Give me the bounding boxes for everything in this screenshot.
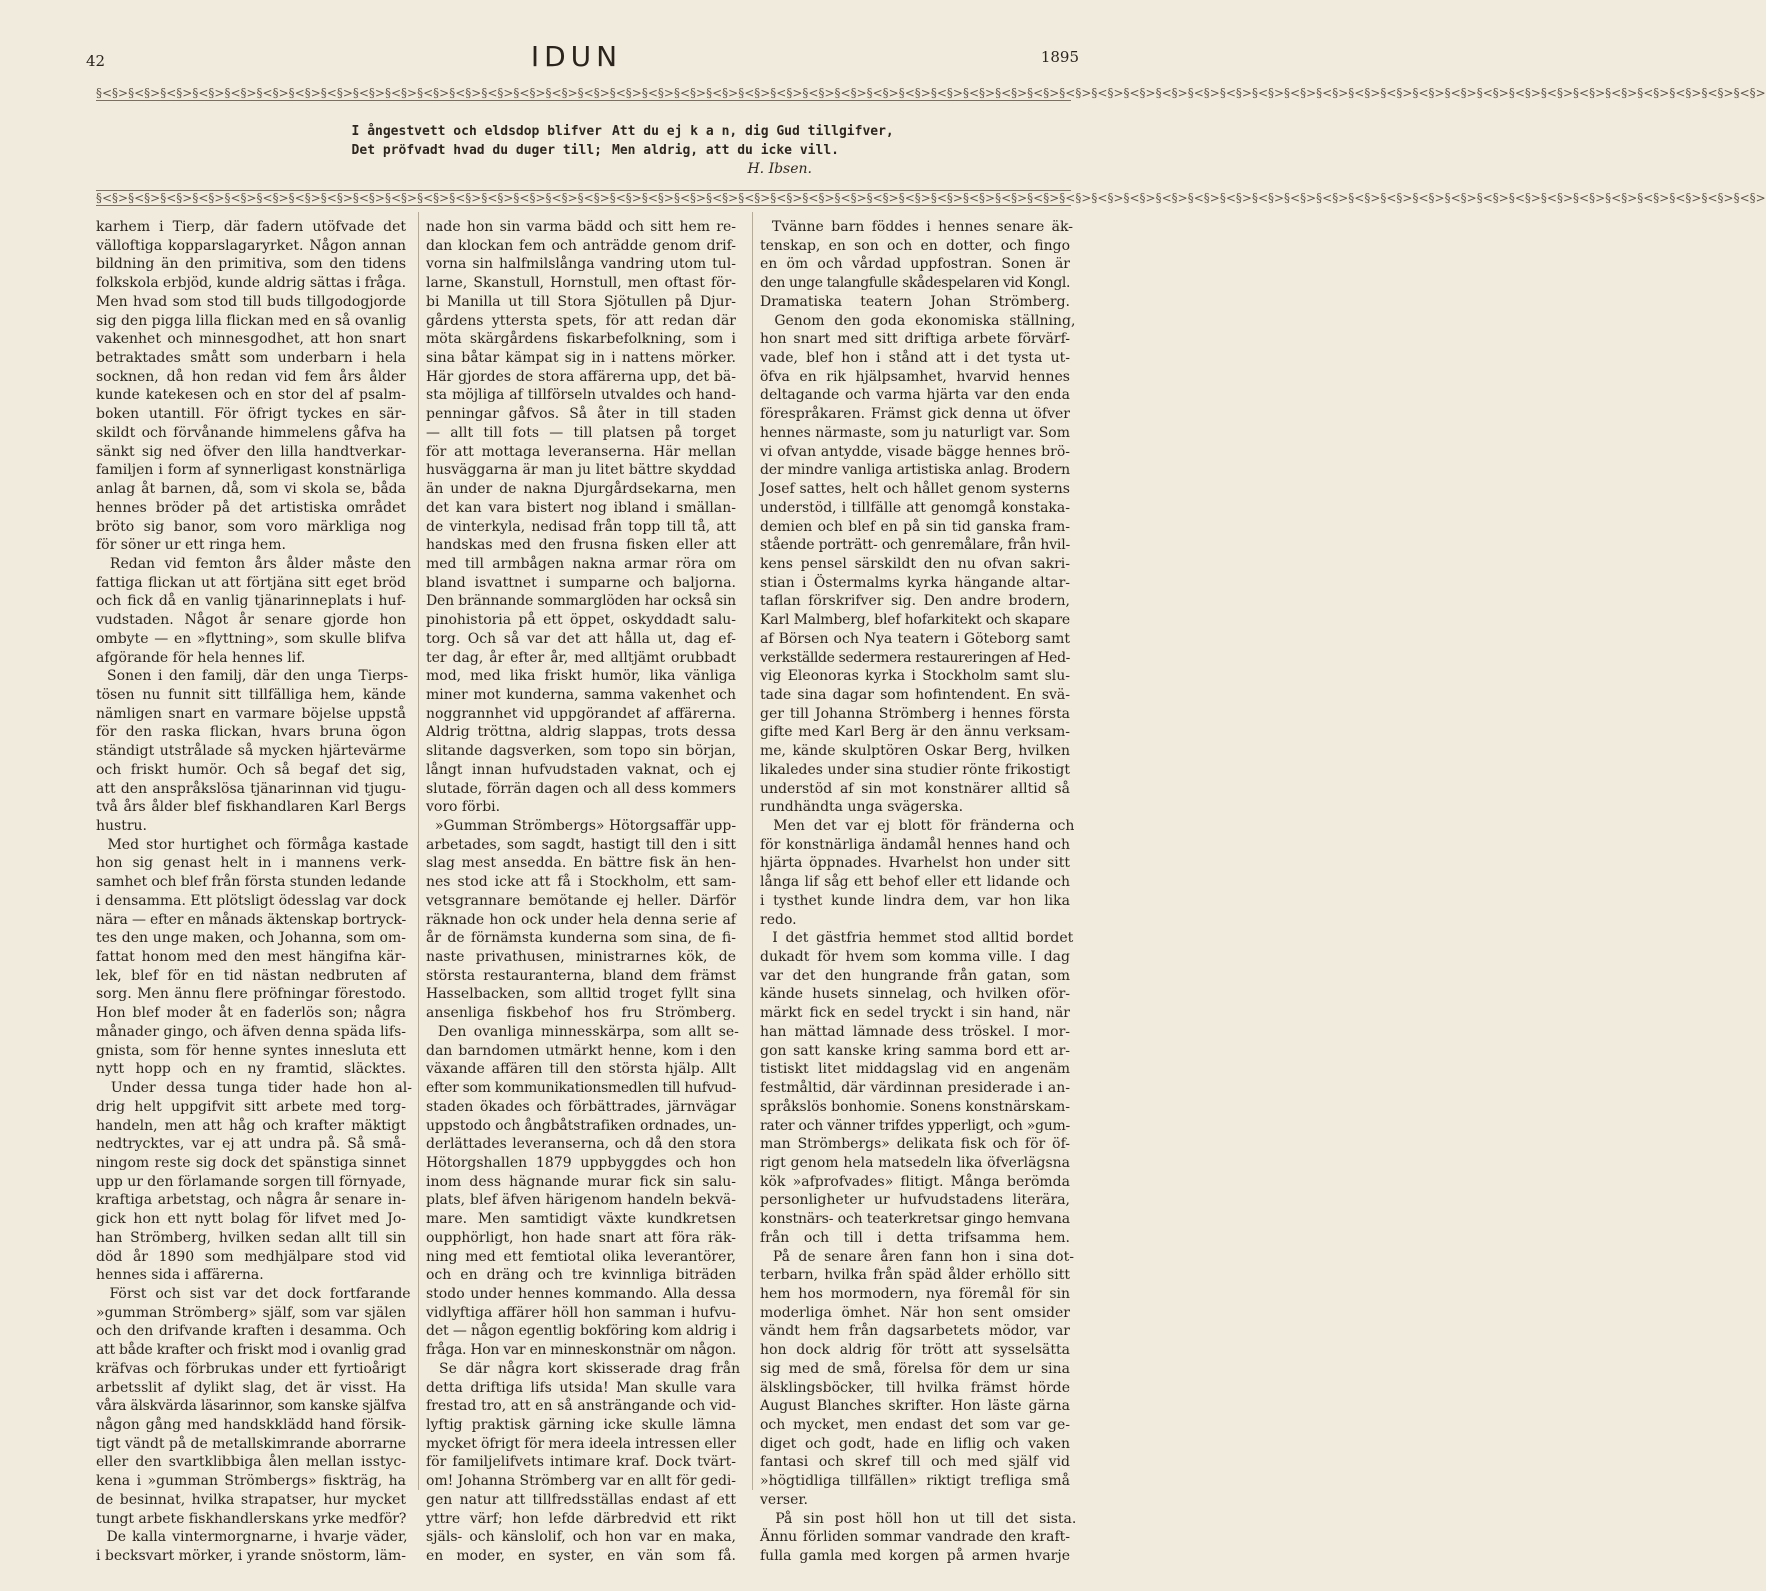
text-line: me, kände skulptören Oskar Berg, hvilken [760,743,1070,760]
text-line: död år 1890 som medhjälpare stod vid [96,1248,406,1265]
text-line: kena i »gumman Strömbergs» fiskträg, ha [96,1473,406,1490]
text-line: kök »afprofvades» flitigt. Många berömda [760,1173,1070,1190]
text-line: Dramatiska teatern Johan Strömberg. [760,293,1070,310]
text-line: Karl Malmberg, blef hofarkitekt och skapare [760,612,1070,629]
text-line: med till armbågen nakna armar röra om [426,555,736,572]
text-line: »gumman Strömberg» själf, som var själen [96,1304,406,1321]
text-line: möta skärgårdens fiskarbefolkning, som i [426,331,736,348]
text-line: gnista, som för henne syntes innesluta ett [96,1042,406,1059]
text-line: slutade, förrän dagen och all dess kommers [426,780,736,797]
text-line: konstnärs- och teaterkretsar gingo hemvana [760,1211,1070,1228]
text-line: tade sina dagar som hofintendent. En svä- [760,686,1070,703]
text-line: moderliga ömhet. När hon sent omsider [760,1304,1070,1321]
text-line: lyftig praktisk gärning icke skulle lämna [426,1417,736,1433]
text-line: diget och godt, hade en liflig och vaken [760,1435,1070,1452]
text-line: voro förbi. [426,799,501,816]
text-line: oupphörligt, hon hade snart att föra räk- [426,1229,736,1246]
text-line: Ännu förliden sommar vandrade den kraft- [760,1529,1070,1546]
text-line: välloftiga kopparslagaryrket. Någon annan [96,237,406,254]
text-line: det kan vara bistert nog ibland i smällan- [426,499,736,516]
epigraph-author: H. Ibsen. [747,161,812,177]
text-line: i becksvart mörker, i yrande snöstorm, läm- [96,1548,406,1565]
text-line: någon gång med handskklädd hand försik- [96,1417,406,1433]
text-line: två års ålder blef fiskhandlaren Karl Bergs [96,799,406,816]
text-line: arbetades, som sagdt, hastigt till den i sitt [426,836,736,853]
text-line: öfva en rik hjälpsamhet, hvarvid hennes [760,368,1070,385]
text-line: socknen, då hon redan vid fem års ålder [96,368,406,385]
text-line: tenskap, en son och en dotter, och fingo [760,237,1070,254]
text-line: och mycket, men endast det som var ge- [760,1417,1070,1433]
text-line: understöd, i tillfälle att genomgå konstaka- [760,499,1070,516]
text-line: penningar gåfvos. Så åter in till staden [426,406,736,423]
text-line: långa lif såg ett behof eller ett lidande och [760,874,1070,891]
text-line: Tvänne barn föddes i hennes senare äk- [760,219,1073,235]
text-line: hem hos mormodern, nya föremål för sin [760,1285,1070,1302]
text-line: Först och sist var det dock fortfarande [96,1285,411,1302]
text-line: detta driftiga lifs utsida! Man skulle vara [426,1379,736,1396]
text-line: gon satt kanske kring samma bord ett ar- [760,1042,1070,1059]
text-line: från och till i detta trifsamma hem. [760,1229,1070,1246]
text-line: våra älskvärda läsarinnor, som kanske själfva [96,1398,406,1415]
text-line: gårdens yttersta spets, för att redan där [426,312,736,329]
text-line: han Strömberg, hvilken sedan allt till sin [96,1229,406,1246]
text-line: fantasi och skref till och med själf vid [760,1454,1070,1471]
text-line: tösen nu funnit sitt tillfälliga hem, kände [96,686,406,703]
text-line: en moder, en syster, en vän som få. [426,1548,736,1565]
text-line: vi ofvan antydde, visade bägge hennes brö- [760,443,1070,460]
text-line: gen natur att tillfredsställas endast af ett [426,1491,736,1508]
text-line: ombyte — en »flyttning», som skulle blifva [96,630,406,647]
text-line: märkt fick en sedel tryckt i sin hand, när [760,1005,1070,1022]
text-line: deltagande och varma hjärta var den enda [760,387,1070,404]
text-line: eller den svartklibbiga ålen mellan isstyc- [96,1454,406,1471]
article-column-1 [96,218,412,1566]
text-line: ter dag, år efter år, med alltjämt orubbadt [426,649,736,666]
text-line: att både krafter och friskt mod i ovanlig grad [96,1342,406,1359]
text-line: vidlyftiga affärer höll hon samman i hufvu- [426,1304,736,1321]
text-line: själs- och känslolif, och hon var en maka, [426,1529,736,1546]
text-line: nedtrycktes, var ej att undra på. Så små- [96,1136,406,1153]
text-line: handeln, men att håg och krafter mäktigt [96,1117,406,1134]
text-line: boken utantill. För öfrigt tyckes en sär- [96,406,406,423]
text-line: hon sig genast helt in i mannens verk- [96,855,406,872]
text-line: Redan vid femton års ålder måste den [96,555,412,572]
text-line: festmåltid, där värdinnan presiderade i an- [760,1080,1070,1097]
text-line: Se där några kort skisserade drag från [426,1360,741,1377]
text-line: det — någon egentlig bokföring kom aldrig i [426,1323,736,1340]
text-line: familjen i form af synnerligast konstnärliga [96,462,406,479]
article-column-2 [426,218,741,1566]
issue-year: 1895 [1040,48,1079,66]
text-line: rundhändta unga svägerska. [760,799,964,816]
text-line: stående porträtt- och genremålare, från hvil- [760,537,1071,554]
text-line: »Gumman Strömbergs» Hötorgsaffär upp- [426,818,737,834]
text-line: bröto sig banor, som voro märkliga nog [96,518,406,535]
text-line: var det den hungrande från gatan, som [760,967,1070,984]
text-line: larne, Skanstull, Hornstull, men oftast för- [426,275,736,292]
text-line: Hötorgshallen 1879 uppbyggdes och hon [426,1154,736,1171]
text-line: dukadt för hvem som komma ville. I dag [760,949,1070,966]
epigraph-line: Att du ej k a n, dig Gud tillgifver, [612,124,894,139]
text-line: kens pensel särskildt den nu ofvan sakri- [760,555,1070,572]
text-line: samhet och blef från första stunden ledande [96,874,406,891]
text-line: de vinterkyla, nedisad från topp till tå, att [426,518,736,535]
column-rule [752,212,753,1490]
text-line: sig den pigga lilla flickan med en så ovanlig [96,312,407,329]
text-line: gifte med Karl Berg är den ännu verksam- [760,724,1070,741]
text-line: Men det var ej blott för fränderna och [760,818,1075,834]
text-line: ning med ett femtiotal olika leverantörer, [426,1248,736,1265]
text-line: hennes bröder på det artistiska området [96,499,406,516]
text-line: Den brännande sommarglöden har också sin [426,593,736,610]
text-line: nära — efter en månads äktenskap bortryck- [96,911,406,928]
text-line: rigt genom hela matsedeln lika öfverlägsna [760,1154,1070,1171]
text-line: hennes sida i affärerna. [96,1267,264,1284]
text-line: slitande dagsverken, som topo sin början, [426,743,736,760]
text-line: pinohistoria på ett öppet, oskyddadt salu- [426,612,736,629]
text-line: Josef sattes, helt och hållet genom systerns [760,481,1070,498]
text-line: ningom reste sig dock det spänstiga sinnet [96,1154,406,1171]
text-line: Genom den goda ekonomiska ställning, [760,312,1076,329]
text-line: ansenliga fiskbehof hos fru Strömberg. [426,1005,736,1022]
text-line: rater och vänner trifdes ypperligt, och »gum- [760,1117,1070,1134]
text-line: tistiskt litet middagslag vid en angenäm [760,1061,1070,1078]
text-line: skildt och förvånande himmelens gåfva ha [96,424,406,441]
text-line: vetsgrannare bemötande ej heller. Därför [426,892,736,909]
text-line: miner mot kunderna, samma vakenhet och [426,686,736,703]
text-line: dan barndomen utmärkt henne, kom i den [426,1042,736,1059]
text-line: I det gästfria hemmet stod alltid bordet [760,930,1074,947]
text-line: inom dess hägnande murar fick sin salu- [426,1173,736,1190]
text-line: Den ovanliga minnesskärpa, som allt se- [426,1023,739,1040]
text-line: vorna sin halfmilslånga vandring utom tul- [426,256,736,273]
column-rule [418,212,419,1490]
text-line: än under de nakna Djurgårdsekarna, men [426,481,736,498]
page-number: 42 [86,52,106,70]
text-line: torg. Och så var det att hålla ut, dag ef- [426,630,736,647]
text-line: Hon blef moder åt en faderlös son; några [96,1005,406,1022]
text-line: fråga. Hon var en minneskonstnär om någon. [426,1342,736,1359]
text-line: upp ur den förlamande sorgen till förnyade, [96,1173,406,1190]
text-line: tes den unge maken, och Johanna, som om- [96,930,406,947]
text-line: hon snart med sitt driftiga arbete förvärf- [760,331,1070,348]
text-line: anlag åt barnen, då, som vi skola se, båda [96,481,406,498]
epigraph-line: I ångestvett och eldsdop blifver [351,124,602,139]
text-line: På de senare åren fann hon i sina dot- [760,1248,1074,1265]
text-line: nämligen snart en varmare böjelse uppstå [96,705,406,722]
text-line: älsklingsböcker, till hvilka främst hörde [760,1379,1070,1396]
text-line: kräfvas och förbrukas under ett fyrtioårigt [96,1360,406,1377]
text-line: sta möjliga af tillförseln utvaldes och hand- [426,387,736,404]
text-line: Här gjordes de stora affärerna upp, det bä- [426,368,736,385]
text-line: demien och blef en på sin tid ganska fram- [760,518,1070,535]
text-line: tigt vändt på de metallskimrande aborrarne [96,1435,406,1452]
text-line: likaledes under sina studier rönte frikostigt [760,761,1070,778]
text-line: karhem i Tierp, där fadern utöfvade det [96,219,406,235]
text-line: verkställde sedermera restaureringen af Hed- [760,649,1070,666]
text-line: frestad tro, att en så ansträngande och vid- [426,1398,736,1415]
text-line: bildning än den primitiva, som den tidens [96,256,406,273]
text-line: för den raska flickan, hvars bruna ögon [96,724,406,741]
text-line: folkskola erbjöd, kunde aldrig sättas i fråga. [96,275,406,292]
text-line: nes stod icke att få i Stockholm, ett sam- [426,874,736,891]
text-line: staden ökades och förbättrades, järnvägar [426,1098,736,1115]
text-line: hustru. [96,818,148,834]
text-line: gick hon ett nytt bolag för lifvet med Jo- [96,1211,406,1228]
text-line: fattat honom med den mest hängifna kär- [96,949,406,966]
page-header [0,36,1153,80]
text-line: en öm och vårdad uppfostran. Sonen är [760,256,1070,273]
text-line: i densamma. Ett plötsligt ödesslag var dock [96,892,406,909]
text-line: mod, med lika friskt humör, lika vänliga [426,668,736,685]
epigraph-line: Det pröfvadt hvad du duger till; [351,143,602,158]
text-line: mare. Men samtidigt växte kundkretsen [426,1211,736,1228]
text-line: att den anspråkslösa tjänarinnan vid tjugu- [96,780,406,797]
text-line: de besinnat, hvilka strapatser, hur mycket [96,1491,406,1508]
text-line: förespråkaren. Främst gick denna ut öfver [760,406,1070,423]
text-line: kraftiga arbetstag, och några år senare in- [96,1192,406,1209]
text-line: bland isvattnet i sumparne och baljorna. [426,574,736,591]
text-line: lek, blef för en tid nästan nedbruten af [96,967,406,984]
text-line: dan klockan fem och anträdde genom drif- [426,237,736,254]
text-line: På sin post höll hon ut till det sista. [760,1510,1077,1527]
text-line: vig Eleonoras kyrka i Stockholm samt slu- [760,668,1070,685]
text-line: uppstodo och ångbåtstrafiken ordnades, un- [426,1117,737,1134]
text-line: största restauranterna, bland dem främst [426,967,736,984]
text-line: verser. [760,1491,808,1508]
text-line: sänkt sig ned öfver den lilla handtverkar- [96,443,406,460]
text-line: i tysthet kunde lindra dem, var hon lika [760,892,1070,909]
masthead-title: IDUN [530,40,623,73]
text-line: terbarn, hvilka från späd ålder erhöllo sitt [760,1267,1070,1284]
article-column-3 [760,218,1077,1566]
text-line: nytt hopp och en ny framtid, släcktes. [96,1061,406,1078]
text-line: om! Johanna Strömberg var en allt för gedi- [426,1473,736,1490]
text-line: hon dock aldrig för trött att sysselsätta [760,1342,1070,1359]
text-line: mycket öfrigt för mera ideela intressen eller [426,1435,736,1452]
text-line: sig med de små, förelsa för dem ur sina [760,1360,1070,1377]
text-line: husväggarna är man ju litet bättre skyddad [426,462,736,479]
text-line: ständigt utstrålade så mycken hjärtevärme [96,743,406,760]
text-line: handskas med den frusna fisken eller att [426,537,736,554]
text-line: naste privathusen, ministrarnes kök, de [426,949,736,966]
text-line: och en dräng och tre kvinnliga biträden [426,1267,736,1284]
text-line: betraktades smått som underbarn i hela [96,350,406,367]
text-line: sina båtar kämpat sig in i nattens mörker. [426,350,736,367]
text-line: yttre värf; hon lefde därbredvid ett rikt [426,1510,736,1527]
text-line: för att mottaga leveranserna. Här mellan [426,443,736,460]
text-line: personligheter ur hufvudstadens literära, [760,1192,1070,1209]
epigraph-right [612,122,892,179]
text-line: fattiga flickan ut att förtjäna sitt eget bröd [96,574,406,591]
text-line: för familjelifvets intimare kraf. Dock tvärt- [426,1454,736,1471]
text-line: afgörande för hela hennes lif. [96,649,306,666]
text-line: arbetsslit af dylikt slag, det är visst. Ha [96,1379,406,1396]
text-line: slag mest ansedda. En bättre fisk än hen- [426,855,736,872]
text-line: vade, blef hon i stånd att i det tysta ut- [760,350,1070,367]
text-line: plats, blef äfven härigenom handeln bekvä- [426,1192,736,1209]
text-line: af Börsen och Nya teatern i Göteborg samt [760,630,1070,647]
text-line: tungt arbete fiskhandlerskans yrke medför? [96,1510,407,1527]
text-line: — allt till fots — till platsen på torget [426,424,736,441]
text-line: stian i Östermalms kyrka hängande altar- [760,574,1070,591]
text-line: Hasselbacken, som alltid troget fyllt sina [426,986,736,1003]
text-line: der mindre vanliga artistiska anlag. Brodern [760,462,1070,479]
text-line: räknade hon ock under hela denna serie af [426,911,736,928]
epigraph-left [340,122,602,160]
text-line: man Strömbergs» delikata fisk och för öf- [760,1136,1070,1153]
text-line: och fick då en vanlig tjänarinneplats i huf- [96,593,406,610]
text-line: språkslös bonhomie. Sonens konstnärskam- [760,1098,1070,1115]
text-line: Aldrig tröttna, aldrig slappas, trots dessa [426,724,736,741]
text-line: redo. [760,911,797,928]
text-line: kände husets sinnelag, och hvilken oför- [760,986,1070,1003]
text-line: Med stor hurtighet och förmåga kastade [96,836,409,853]
text-line: nade hon sin varma bädd och sitt hem re- [426,219,736,235]
text-line: De kalla vintermorgnarne, i hvarje väder, [96,1529,408,1546]
ornamental-border-top: §<§>§<§>§<§>§<§>§<§>§<§>§<§>§<§>§<§>§<§>§<§>§<§>§<§>§<§>§<§>§<§>§<§>§<§>§<§>§<§>§<§>§<§>§<§>§<§>§<§>§<§>§<§>§<§>§<§>§<§>§<§>§<§>§<§>§<§>§<§>§<§>§<§>§<§>§<§>§<§>§<§>§<§>§<§>§<§>§<§>§<§>§<§>§<§>§<§>§<§>§<§>§<§> [96,86,1766,100]
text-line: sorg. Men ännu flere pröfningar förestodo. [96,986,406,1003]
text-line: hjärta öppnades. Hvarhelst hon under sitt [760,855,1070,872]
text-line: den unge talangfulle skådespelaren vid Kongl. [760,275,1070,292]
epigraph-line: Men aldrig, att du icke vill. [612,143,839,158]
text-line: Men hvad som stod till buds tillgodogjorde [96,293,406,310]
text-line: hennes närmaste, som ju naturligt var. Som [760,424,1070,441]
text-line: långt innan hufvudstaden vaknat, och ej [426,761,736,778]
text-line: vakenhet och minnesgodhet, att hon snart [96,331,406,348]
text-line: drig helt uppgifvit sitt arbete med torg- [96,1098,406,1115]
text-line: han mättad lämnade dess tröskel. I mor- [760,1023,1070,1040]
text-line: kunde katekesen och en stor del af psalm- [96,387,406,404]
text-line: och friskt humör. Och så begaf det sig, [96,761,406,778]
text-line: Under dessa tunga tider hade hon al- [96,1080,412,1097]
text-line: ger till Johanna Strömberg i hennes första [760,705,1070,722]
text-line: August Blanches skrifter. Hon läste gärna [760,1398,1070,1415]
text-line: stodo under hennes kommando. Alla dessa [426,1285,736,1302]
text-line: år de förnämsta kunderna som sina, de fi- [426,930,736,947]
text-line: derlättades leveranserna, och då den stora [426,1136,736,1153]
text-line: växande affären till den största hjälp. Allt [426,1061,736,1078]
ornamental-border-bottom: §<§>§<§>§<§>§<§>§<§>§<§>§<§>§<§>§<§>§<§>§<§>§<§>§<§>§<§>§<§>§<§>§<§>§<§>§<§>§<§>§<§>§<§>§<§>§<§>§<§>§<§>§<§>§<§>§<§>§<§>§<§>§<§>§<§>§<§>§<§>§<§>§<§>§<§>§<§>§<§>§<§>§<§>§<§>§<§>§<§>§<§>§<§>§<§>§<§>§<§>§<§>§<§> [96,191,1766,205]
text-line: bi Manilla ut till Stora Sjötullen på Djur- [426,293,736,310]
text-line: efter som kommunikationsmedlen till hufvud- [426,1080,736,1097]
text-line: vändt hem från dagsarbetets mödor, var [760,1323,1070,1340]
text-line: »högtidliga tillfällen» riktigt trefliga små [760,1473,1070,1490]
text-line: månader gingo, och äfven denna späda lifs- [96,1023,406,1040]
text-line: Sonen i den familj, där den unga Tierps- [96,668,409,685]
text-line: vudstaden. Något år senare gjorde hon [96,612,406,629]
text-line: noggrannhet vid uppgörandet af affärerna. [426,705,736,722]
text-line: för konstnärliga ändamål hennes hand och [760,836,1070,853]
text-line: understöd af sin mot konstnärer alltid så [760,780,1070,797]
text-line: för söner ur ett ringa hem. [96,537,286,554]
text-line: fulla gamla med korgen på armen hvarje [760,1548,1070,1565]
text-line: taflan förskrifver sig. Den andre brodern, [760,593,1070,610]
text-line: och den drifvande kraften i desamma. Och [96,1323,406,1340]
